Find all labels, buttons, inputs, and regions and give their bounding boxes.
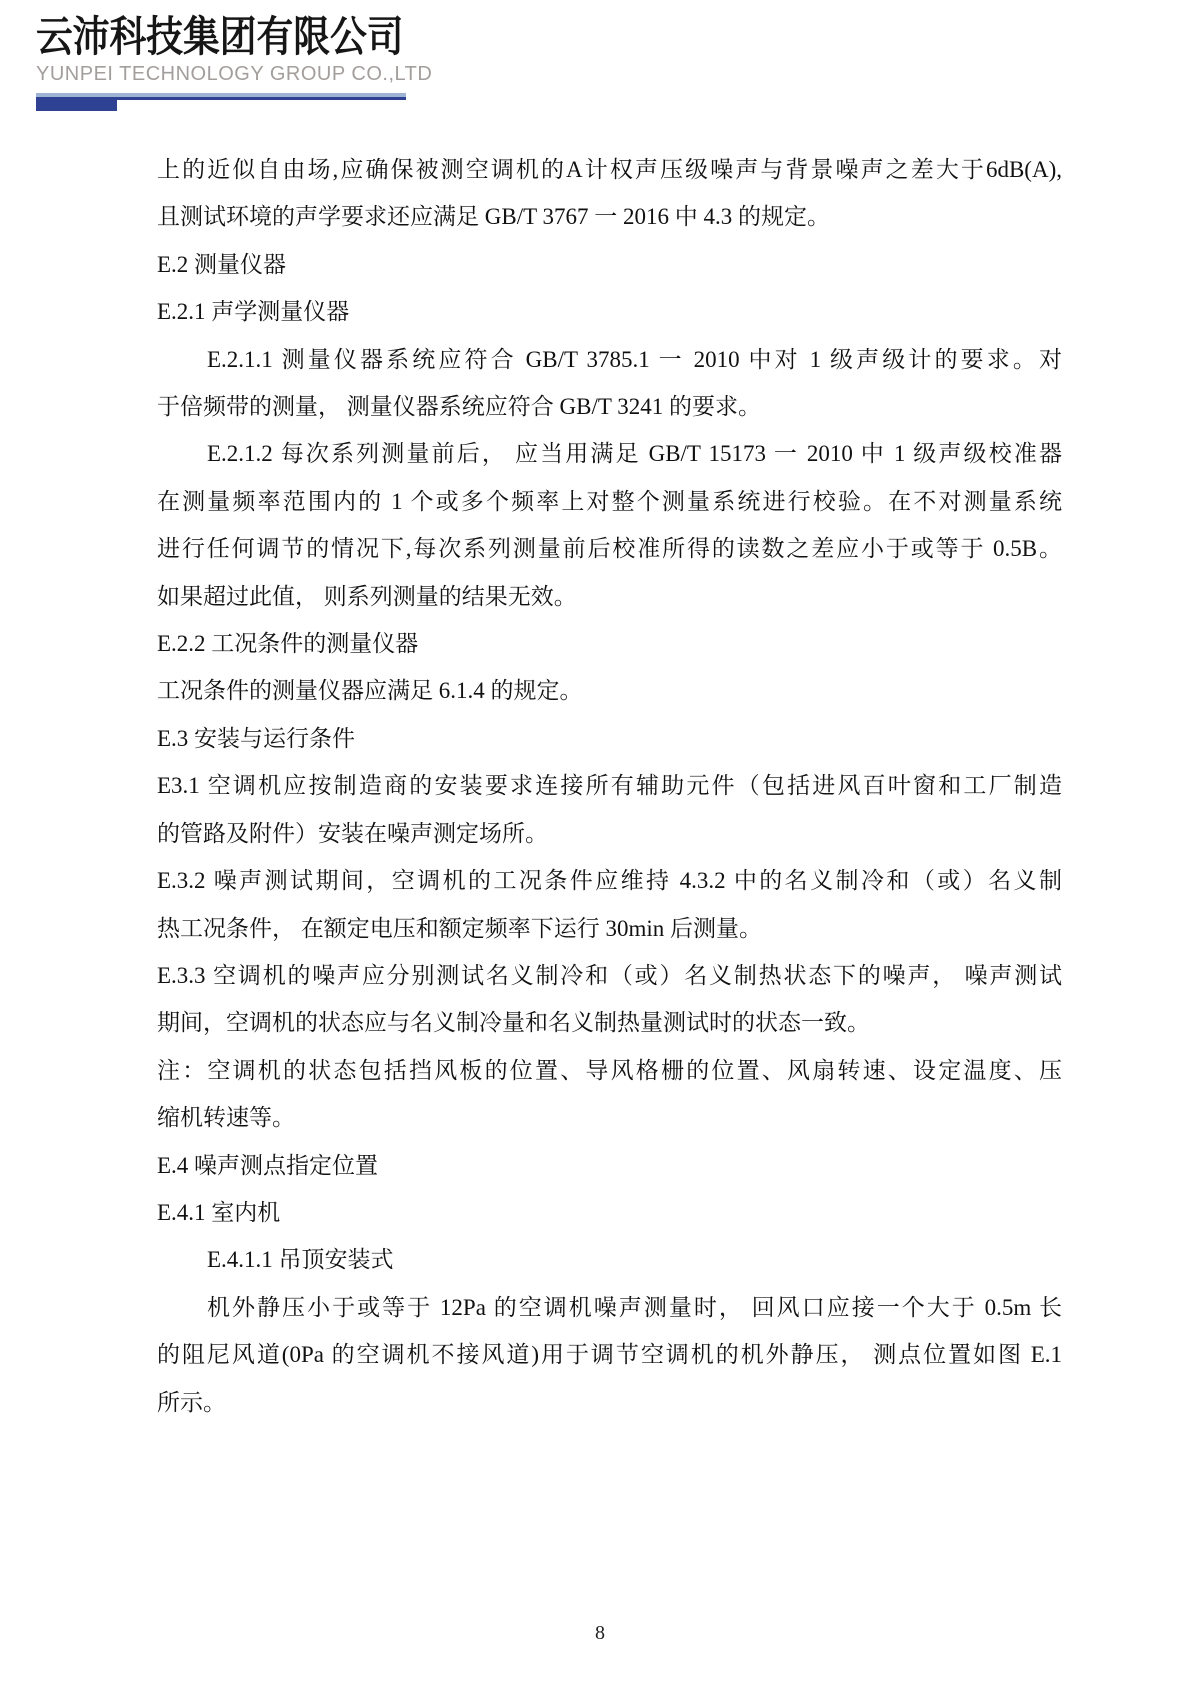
company-name-english: YUNPEI TECHNOLOGY GROUP CO.,LTD — [36, 63, 433, 85]
text-line: E.4.1 室内机 — [157, 1199, 281, 1225]
text-line: E.4 噪声测点指定位置 — [157, 1152, 379, 1178]
header-rule-dark-block — [36, 100, 117, 111]
text-line: 如果超过此值， 则系列测量的结果无效。 — [157, 583, 577, 609]
text-line: 缩机转速等。 — [157, 1105, 295, 1131]
text-line: E.2 测量仪器 — [157, 251, 287, 277]
text-line: 上的近似自由场,应确保被测空调机的A计权声压级噪声与背景噪声之差大于6dB(A), — [157, 157, 1062, 182]
text-line: E.2.1.1 测量仪器系统应符合 GB/T 3785.1 一 2010 中对 1 级声级计的要求。对 — [207, 346, 1062, 372]
company-header — [36, 14, 456, 111]
text-line: 的阻尼风道(0Pa 的空调机不接风道)用于调节空调机的机外静压， 测点位置如图 E.1 — [157, 1342, 1062, 1368]
text-line: 注：空调机的状态包括挡风板的位置、导风格栅的位置、风扇转速、设定温度、压 — [157, 1057, 1062, 1083]
page-number: 8 — [595, 1622, 605, 1644]
text-line: 工况条件的测量仪器应满足 6.1.4 的规定。 — [157, 678, 583, 704]
header-rule — [36, 93, 406, 111]
company-name-chinese: 云沛科技集团有限公司 — [36, 13, 404, 60]
text-line: E.2.1 声学测量仪器 — [157, 299, 350, 325]
text-line: 进行任何调节的情况下,每次系列测量前后校准所得的读数之差应小于或等于 0.5B。 — [157, 536, 1062, 562]
text-line: E3.1 空调机应按制造商的安装要求连接所有辅助元件（包括进风百叶窗和工厂制造 — [157, 773, 1062, 799]
text-line: 机外静压小于或等于 12Pa 的空调机噪声测量时， 回风口应接一个大于 0.5m 长 — [207, 1294, 1062, 1320]
document-lines — [157, 146, 1062, 1426]
text-line: 热工况条件， 在额定电压和额定频率下运行 30min 后测量。 — [157, 915, 763, 941]
text-line: 期间，空调机的状态应与名义制冷量和名义制热量测试时的状态一致。 — [157, 1010, 870, 1036]
text-line: E.3.2 噪声测试期间，空调机的工况条件应维持 4.3.2 中的名义制冷和（或）名义制 — [157, 868, 1062, 894]
text-line: 于倍频带的测量， 测量仪器系统应符合 GB/T 3241 的要求。 — [157, 394, 761, 420]
text-line: 所示。 — [157, 1389, 226, 1415]
text-line: 在测量频率范围内的 1 个或多个频率上对整个测量系统进行校验。在不对测量系统 — [157, 488, 1062, 514]
text-line: 的管路及附件）安装在噪声测定场所。 — [157, 820, 548, 846]
text-line: E.2.1.2 每次系列测量前后， 应当用满足 GB/T 15173 一 2010 中 1 级声级校准器 — [207, 441, 1062, 467]
text-line: 且测试环境的声学要求还应满足 GB/T 3767 一 2016 中 4.3 的规定。 — [157, 204, 830, 230]
text-line: E.2.2 工况条件的测量仪器 — [157, 631, 419, 657]
text-line: E.3 安装与运行条件 — [157, 725, 356, 751]
text-line: E.3.3 空调机的噪声应分别测试名义制冷和（或）名义制热状态下的噪声， 噪声测试 — [157, 962, 1062, 988]
text-line: E.4.1.1 吊顶安装式 — [207, 1247, 394, 1273]
